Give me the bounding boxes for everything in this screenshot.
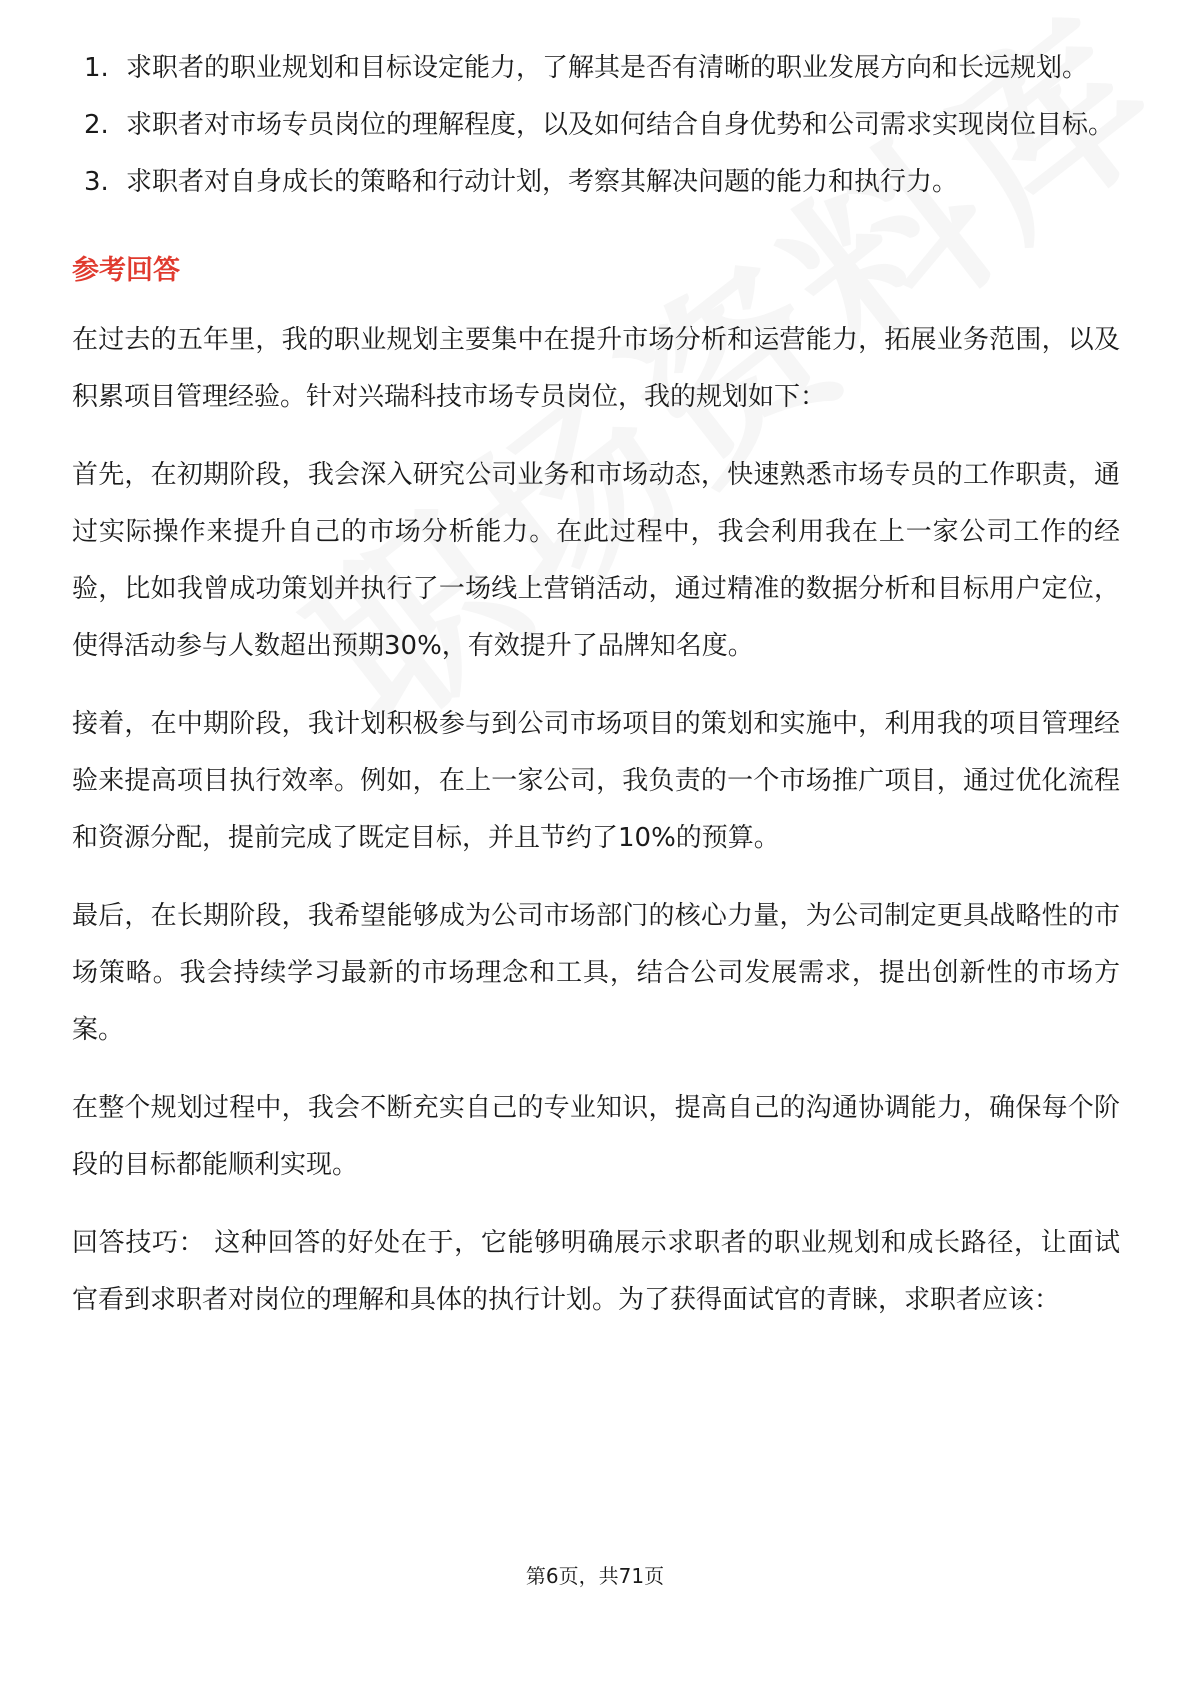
criteria-list	[72, 40, 1120, 211]
list-item	[72, 154, 1120, 211]
list-item-text: 求职者对自身成长的策略和行动计划，考察其解决问题的能力和执行力。	[126, 167, 959, 197]
page-number: 第6页，共71页	[525, 1564, 665, 1588]
page-content	[72, 40, 1120, 1329]
list-item-number: 3.	[84, 167, 109, 197]
paragraph: 在整个规划过程中，我会不断充实自己的专业知识，提高自己的沟通协调能力，确保每个阶段的目标都能顺利实现。	[72, 1093, 1120, 1180]
list-item	[72, 97, 1120, 154]
paragraph: 首先，在初期阶段，我会深入研究公司业务和市场动态，快速熟悉市场专员的工作职责，通过实际操作来提升自己的市场分析能力。在此过程中，我会利用我在上一家公司工作的经验，比如我曾成功策划并执行了一场线上营销活动，通过精准的数据分析和目标用户定位，使得活动参与人数超出预期30%，有效提升了品牌知名度。	[72, 460, 1120, 661]
list-item-number: 2.	[84, 110, 109, 140]
paragraph: 最后，在长期阶段，我希望能够成为公司市场部门的核心力量，为公司制定更具战略性的市场策略。我会持续学习最新的市场理念和工具，结合公司发展需求，提出创新性的市场方案。	[72, 901, 1120, 1045]
answer-tips-paragraph: 回答技巧： 这种回答的好处在于，它能够明确展示求职者的职业规划和成长路径，让面试官看到求职者对岗位的理解和具体的执行计划。为了获得面试官的青睐，求职者应该：	[72, 1228, 1120, 1315]
list-item-number: 1.	[84, 53, 109, 83]
section-heading: 参考回答	[72, 255, 180, 286]
list-item	[72, 40, 1120, 97]
list-item-text: 求职者的职业规划和目标设定能力，了解其是否有清晰的职业发展方向和长远规划。	[126, 53, 1089, 83]
list-item-text: 求职者对市场专员岗位的理解程度，以及如何结合自身优势和公司需求实现岗位目标。	[126, 110, 1115, 140]
paragraph: 在过去的五年里，我的职业规划主要集中在提升市场分析和运营能力，拓展业务范围，以及积累项目管理经验。针对兴瑞科技市场专员岗位，我的规划如下：	[72, 325, 1120, 412]
paragraph: 接着，在中期阶段，我计划积极参与到公司市场项目的策划和实施中，利用我的项目管理经验来提高项目执行效率。例如，在上一家公司，我负责的一个市场推广项目，通过优化流程和资源分配，提前完成了既定目标，并且节约了10%的预算。	[72, 709, 1120, 853]
